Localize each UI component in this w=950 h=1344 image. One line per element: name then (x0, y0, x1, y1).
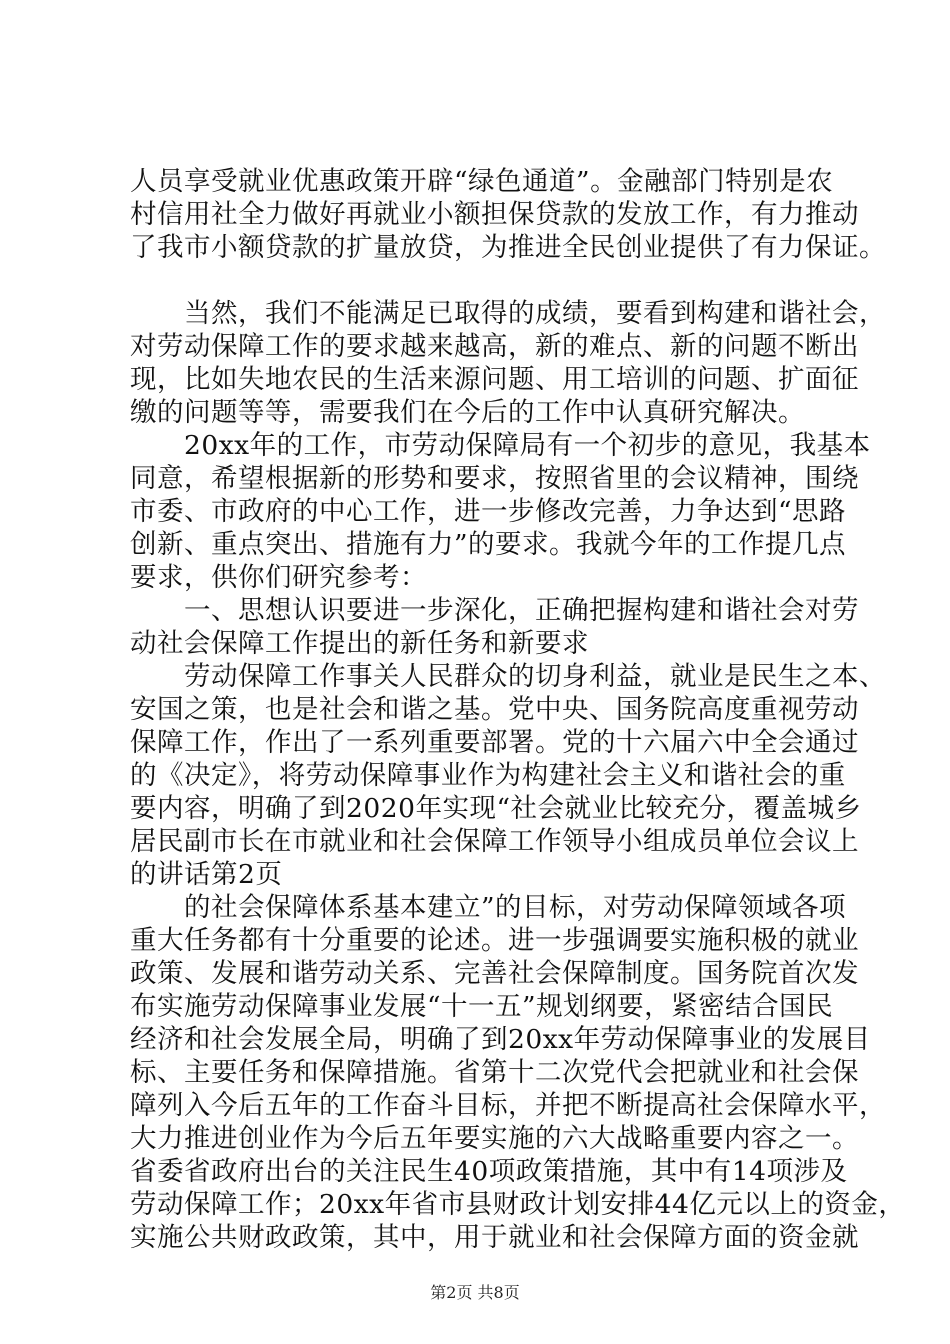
text-line: 缴的问题等等，需要我们在今后的工作中认真研究解决。 (130, 397, 805, 428)
text-line: 创新、重点突出、措施有力”的要求。我就今年的工作提几点 (130, 529, 847, 560)
text-line: 20xx年的工作，市劳动保障局有一个初步的意见，我基本 (130, 430, 871, 461)
text-line: 安国之策，也是社会和谐之基。党中央、国务院高度重视劳动 (130, 694, 859, 725)
text-line: 人员享受就业优惠政策开辟“绿色通道”。金融部门特别是农 (130, 166, 834, 197)
text-line: 了我市小额贷款的扩量放贷，为推进全民创业提供了有力保证。 (130, 232, 886, 263)
text-line: 劳动保障工作；20xx年省市县财政计划安排44亿元以上的资金， (130, 1189, 906, 1220)
text-line: 同意，希望根据新的形势和要求，按照省里的会议精神，围绕 (130, 463, 859, 494)
text-line: 重大任务都有十分重要的论述。进一步强调要实施积极的就业 (130, 925, 859, 956)
text-line: 要求，供你们研究参考： (130, 562, 427, 593)
text-line: 动社会保障工作提出的新任务和新要求 (130, 628, 589, 659)
text-line: 政策、发展和谐劳动关系、完善社会保障制度。国务院首次发 (130, 958, 859, 989)
text-line: 的讲话第2页 (130, 859, 283, 890)
text-line: 布实施劳动保障事业发展“十一五”规划纲要，紧密结合国民 (130, 991, 834, 1022)
text-line: 劳动保障工作事关人民群众的切身利益，就业是民生之本、 (130, 661, 886, 692)
text-line: 经济和社会发展全局，明确了到20xx年劳动保障事业的发展目 (130, 1024, 871, 1055)
text-line: 市委、市政府的中心工作，进一步修改完善，力争达到“思路 (130, 496, 847, 527)
text-line: 要内容，明确了到2020年实现“社会就业比较充分，覆盖城乡 (130, 793, 862, 824)
text-line: 现，比如失地农民的生活来源问题、用工培训的问题、扩面征 (130, 364, 859, 395)
text-line: 居民副市长在市就业和社会保障工作领导小组成员单位会议上 (130, 826, 859, 857)
text-line: 村信用社全力做好再就业小额担保贷款的发放工作，有力推动 (130, 199, 859, 230)
text-line: 一、思想认识要进一步深化，正确把握构建和谐社会对劳 (130, 595, 859, 626)
text-line: 的社会保障体系基本建立”的目标，对劳动保障领域各项 (130, 892, 847, 923)
text-line: 大力推进创业作为今后五年要实施的六大战略重要内容之一。 (130, 1123, 859, 1154)
page-footer: 第2页 共8页 (430, 1283, 520, 1302)
text-line: 实施公共财政政策，其中，用于就业和社会保障方面的资金就 (130, 1222, 859, 1253)
text-line: 标、主要任务和保障措施。省第十二次党代会把就业和社会保 (130, 1057, 859, 1088)
text-line: 省委省政府出台的关注民生40项政策措施，其中有14项涉及 (130, 1156, 848, 1187)
text-line: 保障工作，作出了一系列重要部署。党的十六届六中全会通过 (130, 727, 859, 758)
text-line: 的《决定》，将劳动保障事业作为构建社会主义和谐社会的重 (130, 760, 846, 791)
text-line: 当然，我们不能满足已取得的成绩，要看到构建和谐社会， (130, 298, 886, 329)
text-line: 对劳动保障工作的要求越来越高，新的难点、新的问题不断出 (130, 331, 859, 362)
text-line: 障列入今后五年的工作奋斗目标，并把不断提高社会保障水平， (130, 1090, 886, 1121)
